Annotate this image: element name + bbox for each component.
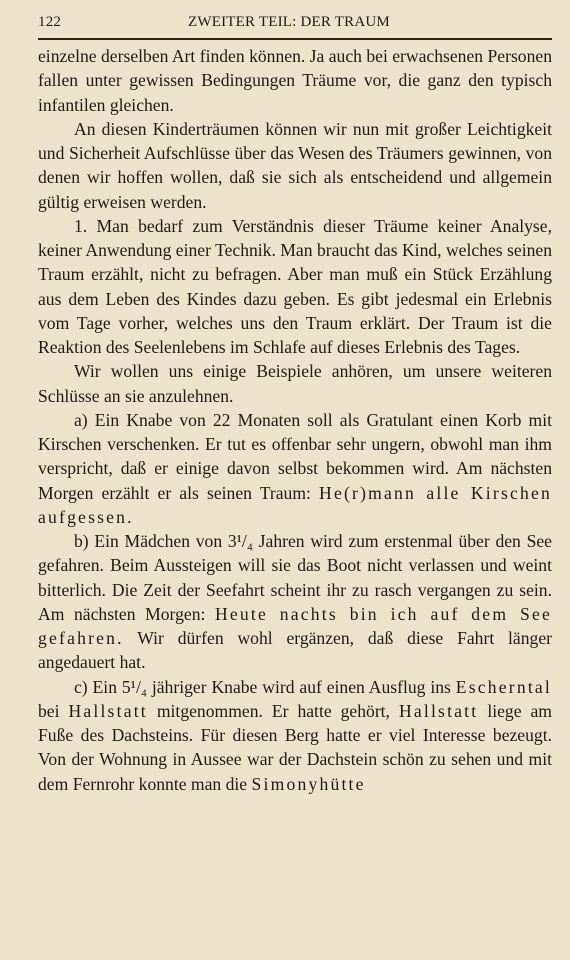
paragraph [38,214,552,360]
body-text [38,44,552,796]
paragraph [38,529,552,675]
text-run: c) Ein 5¹/₄ jähriger Knabe wird auf einen Ausflug ins [74,676,456,697]
text-run: bei [38,700,69,721]
text-run: b) Ein Mädchen von 3¹/₄ Jahren wird zum erstenmal über den See gefahren. Beim Aussteigen will sie das Boot nicht verlassen und weint bitterlich. Die Zeit der Seefahrt scheint ihr zu rasch vergangen zu sein. Am nächsten Morgen: [38,531,552,624]
text-run: a) Ein Knabe von 22 Monaten soll als Gratulant einen Korb mit Kirschen verschenken. Er tut es offenbar sehr ungern, obwohl man ihm verspricht, daß er einige davon selbst bekommen wird. Am nächsten Morgen erzählt er als seinen Traum: [38,409,552,503]
text-run: An diesen Kinderträumen können wir nun mit großer Leichtigkeit und Sicherheit Aufschlüsse über das Wesen des Träumers gewinnen, von denen wir hoffen wollen, daß sie sich als entscheidend und allgemein gültig erweisen werden. [38,118,552,212]
spaced-text: Simonyhütte [251,773,366,794]
spaced-text: Escherntal [455,676,552,697]
paragraph [38,44,552,117]
header-rule [38,38,552,40]
paragraph [38,359,552,408]
spaced-text: Hallstatt [68,700,148,721]
text-run: liege am Fuße des Dachsteins. Für diesen Berg hatte er viel Interesse bezeugt. Von der Wohnung in Aussee war der Dachstein schön zu sehen und mit dem Fernrohr konnte man die [38,700,552,794]
paragraph [38,675,552,796]
page-header [38,14,552,36]
page-number: 122 [38,14,62,30]
spaced-text: Hallstatt [398,700,479,721]
text-run: 1. Man bedarf zum Verständnis dieser Träume keiner Analyse, keiner Anwendung einer Technik. Man braucht das Kind, welches seinen Traum erzählt, nicht zu befragen. Aber man muß ein Stück Erzählung aus dem Leben des Kindes dazu geben. Es gibt jedesmal ein Erlebnis vom Tage vorher, welches uns den Traum erklärt. Der Traum ist die Reaktion des Seelenlebens im Schlafe auf dieses Erlebnis des Tages. [38,215,552,357]
text-run: Wir dürfen wohl ergänzen, daß diese Fahrt länger angedauert hat. [38,628,552,673]
text-run: einzelne derselben Art finden können. Ja auch bei erwachsenen Personen fallen unter gewissen Bedingungen Träume vor, die ganz den typisch infantilen gleichen. [38,46,552,115]
paragraph [38,117,552,214]
running-head: ZWEITER TEIL: DER TRAUM [188,14,390,30]
text-run: mitgenommen. Er hatte gehört, [147,700,399,721]
paragraph [38,408,552,529]
spaced-text: Heute nachts bin ich auf dem See gefahren. [38,603,552,648]
text-run: Wir wollen uns einige Beispiele anhören, um unsere weiteren Schlüsse an sie anzulehnen. [38,361,552,406]
spaced-text: He(r)mann alle Kirschen aufgessen. [38,482,552,527]
